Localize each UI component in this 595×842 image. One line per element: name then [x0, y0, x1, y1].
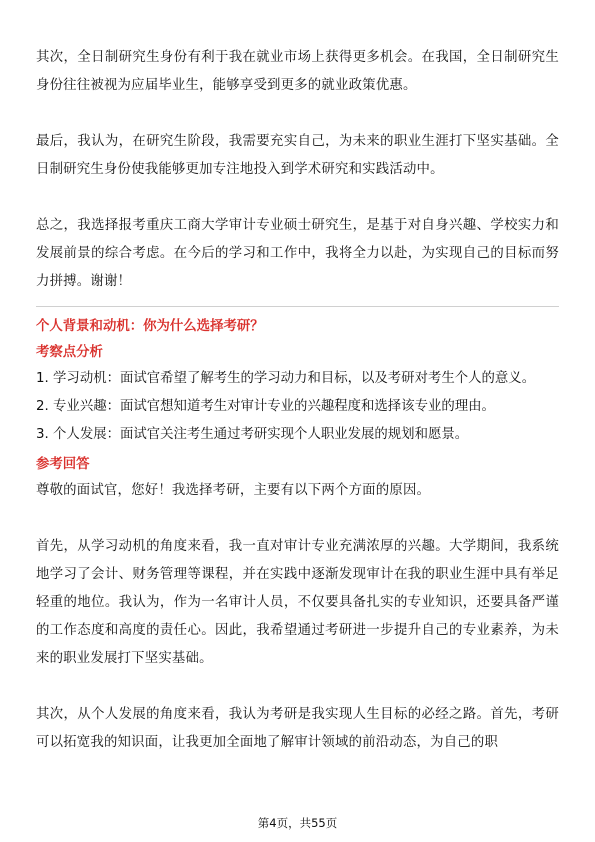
section-divider	[36, 306, 559, 307]
answer-title: 参考回答	[36, 457, 90, 472]
question-heading: 个人背景和动机：你为什么选择考研？	[36, 319, 264, 334]
paragraph-fulltime-benefit: 其次，全日制研究生身份有利于我在就业市场上获得更多机会。在我国，全日制研究生身份往往被视为应届毕业生，能够享受到更多的就业政策优惠。	[36, 50, 559, 93]
paragraph-foundation: 最后，我认为，在研究生阶段，我需要充实自己，为未来的职业生涯打下坚实基础。全日制研究生身份使我能够更加专注地投入到学术研究和实践活动中。	[36, 134, 559, 177]
analysis-item: 3. 个人发展：面试官关注考生通过考研实现个人职业发展的规划和愿景。	[36, 427, 469, 442]
answer-second-reason: 其次，从个人发展的角度来看，我认为考研是我实现人生目标的必经之路。首先，考研可以拓宽我的知识面，让我更加全面地了解审计领域的前沿动态，为自己的职	[36, 707, 559, 750]
paragraph-gap	[36, 673, 559, 701]
paragraph-gap	[36, 184, 559, 212]
document-page	[36, 44, 559, 757]
paragraph-conclusion: 总之，我选择报考重庆工商大学审计专业硕士研究生，是基于对自身兴趣、学校实力和发展前景的综合考虑。在今后的学习和工作中，我将全力以赴，为实现自己的目标而努力拼搏。谢谢！	[36, 218, 559, 289]
paragraph-gap	[36, 505, 559, 533]
analysis-item: 2. 专业兴趣：面试官想知道考生对审计专业的兴趣程度和选择该专业的理由。	[36, 399, 495, 414]
analysis-item: 1. 学习动机：面试官希望了解考生的学习动力和目标，以及考研对考生个人的意义。	[36, 371, 536, 386]
paragraph-gap	[36, 100, 559, 128]
answer-first-reason: 首先，从学习动机的角度来看，我一直对审计专业充满浓厚的兴趣。大学期间，我系统地学习了会计、财务管理等课程，并在实践中逐渐发现审计在我的职业生涯中具有举足轻重的地位。我认为，作为一名审计人员，不仅要具备扎实的专业知识，还要具备严谨的工作态度和高度的责任心。因此，我希望通过考研进一步提升自己的专业素养，为未来的职业发展打下坚实基础。	[36, 539, 559, 666]
answer-greeting: 尊敬的面试官，您好！我选择考研，主要有以下两个方面的原因。	[36, 483, 431, 498]
page-number-footer: 第4页，共55页	[257, 816, 338, 830]
analysis-title: 考察点分析	[36, 345, 103, 360]
